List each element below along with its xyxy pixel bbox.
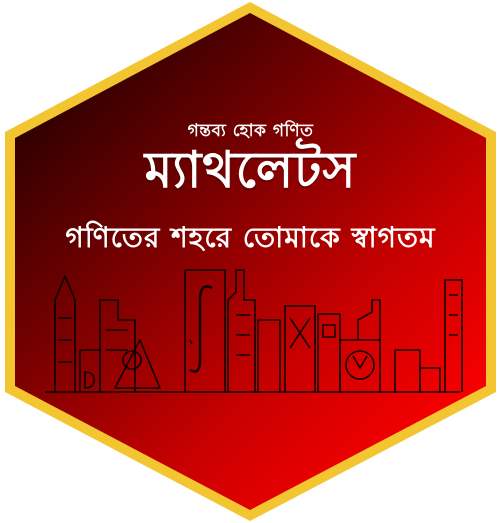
- tagline: গন্তব্য হোক গণিত: [187, 121, 314, 141]
- welcome-message: গণিতের শহরে তোমাকে স্বাগতম: [65, 221, 436, 254]
- badge-title: ম্যাথলেটস: [144, 141, 357, 199]
- hexagon-fill: [15, 13, 486, 510]
